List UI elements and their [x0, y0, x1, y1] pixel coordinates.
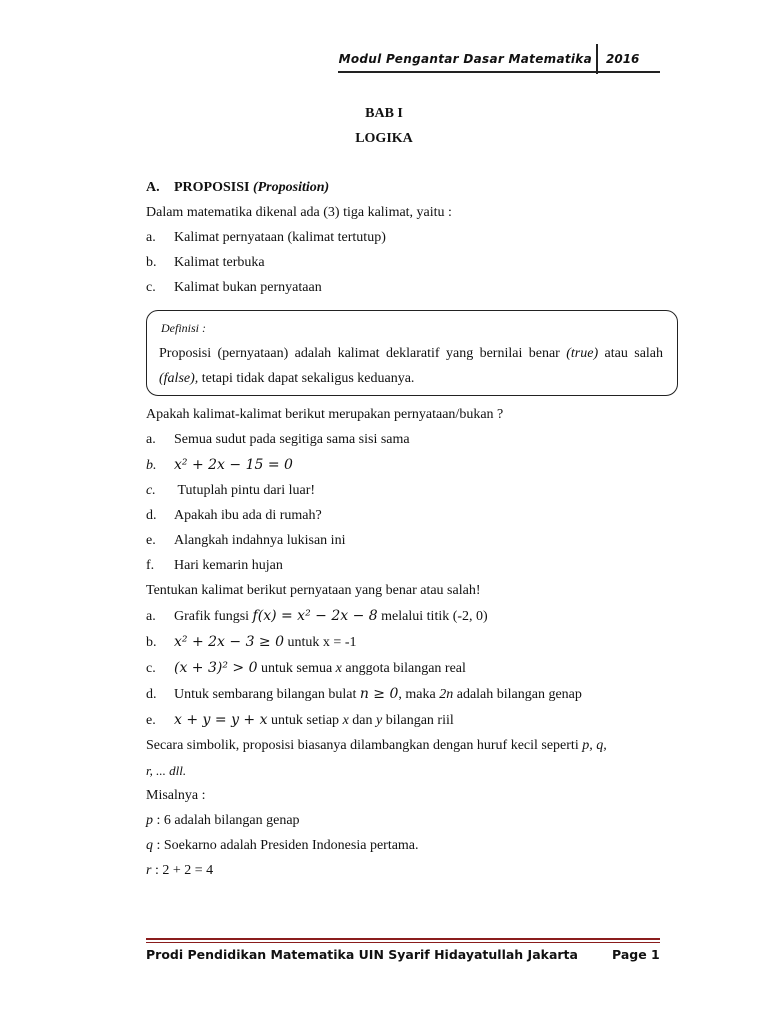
section-intro: Dalam matematika dikenal ada (3) tiga kalimat, yaitu : — [146, 205, 452, 220]
list-item: c. (x + 3)² > 0 untuk semua x anggota bilangan real — [146, 660, 466, 676]
section-title-en: (Proposition) — [252, 180, 330, 195]
question-2-prompt: Tentukan kalimat berikut pernyataan yang benar atau salah! — [146, 583, 481, 598]
symbolic-paragraph-cont: r, ... dll. — [146, 763, 187, 778]
module-title: Modul Pengantar Dasar Matematika — [338, 52, 592, 66]
example-item: q : Soekarno adalah Presiden Indonesia pertama. — [146, 838, 419, 853]
section-heading — [146, 180, 329, 196]
equation: x² + 2x − 15 = 0 — [174, 457, 293, 473]
definition-heading: Definisi : — [161, 321, 206, 335]
example-item: p : 6 adalah bilangan genap — [146, 813, 300, 828]
list-item: a. Kalimat pernyataan (kalimat tertutup) — [146, 230, 386, 245]
list-item: a. Grafik fungsi f(x) = x² − 2x − 8 melalui titik (-2, 0) — [146, 608, 488, 624]
list-item: c. Kalimat bukan pernyataan — [146, 280, 322, 295]
footer-rule-thin — [146, 942, 660, 943]
equation: (x + 3)² > 0 — [174, 660, 258, 676]
footer-institution: Prodi Pendidikan Matematika UIN Syarif Hidayatullah Jakarta — [146, 947, 578, 962]
header-divider — [596, 44, 598, 74]
definition-box — [146, 310, 678, 396]
equation: f(x) = x² − 2x − 8 — [252, 608, 378, 624]
question-1-prompt: Apakah kalimat-kalimat berikut merupakan pernyataan/bukan ? — [146, 407, 504, 422]
module-year: 2016 — [606, 52, 640, 66]
symbolic-paragraph: Secara simbolik, proposisi biasanya dilambangkan dengan huruf kecil seperti p, q, — [146, 738, 607, 753]
footer-rule — [146, 938, 660, 940]
example-intro: Misalnya : — [146, 788, 206, 803]
list-item: e. Alangkah indahnya lukisan ini — [146, 533, 346, 548]
header-underline — [338, 71, 660, 73]
page-number: Page 1 — [612, 947, 660, 962]
equation: x + y = y + x — [174, 712, 268, 728]
list-item: b. Kalimat terbuka — [146, 255, 265, 270]
definition-text: Proposisi (pernyataan) adalah kalimat deklaratif yang bernilai benar (true) atau salah (false), tetapi tidak dapat sekaligus keduanya. — [159, 346, 664, 386]
list-item: b. x² + 2x − 15 = 0 — [146, 457, 293, 473]
chapter-number: BAB I — [365, 106, 403, 121]
equation: x² + 2x − 3 ≥ 0 — [174, 634, 285, 650]
page-header — [0, 44, 768, 74]
list-item: b. x² + 2x − 3 ≥ 0 untuk x = -1 — [146, 634, 357, 650]
list-item: d. Untuk sembarang bilangan bulat n ≥ 0, maka 2n adalah bilangan genap — [146, 686, 582, 702]
list-item: a. Semua sudut pada segitiga sama sisi sama — [146, 432, 410, 447]
section-label: A. — [146, 180, 160, 195]
list-item: c. Tutuplah pintu dari luar! — [146, 483, 316, 498]
list-item: e. x + y = y + x untuk setiap x dan y bilangan riil — [146, 712, 454, 728]
chapter-title: LOGIKA — [355, 131, 413, 146]
example-item: r : 2 + 2 = 4 — [146, 863, 214, 878]
list-item: d. Apakah ibu ada di rumah? — [146, 508, 322, 523]
list-item: f. Hari kemarin hujan — [146, 558, 283, 573]
section-title: PROPOSISI — [174, 180, 250, 195]
equation: n ≥ 0 — [359, 686, 399, 702]
